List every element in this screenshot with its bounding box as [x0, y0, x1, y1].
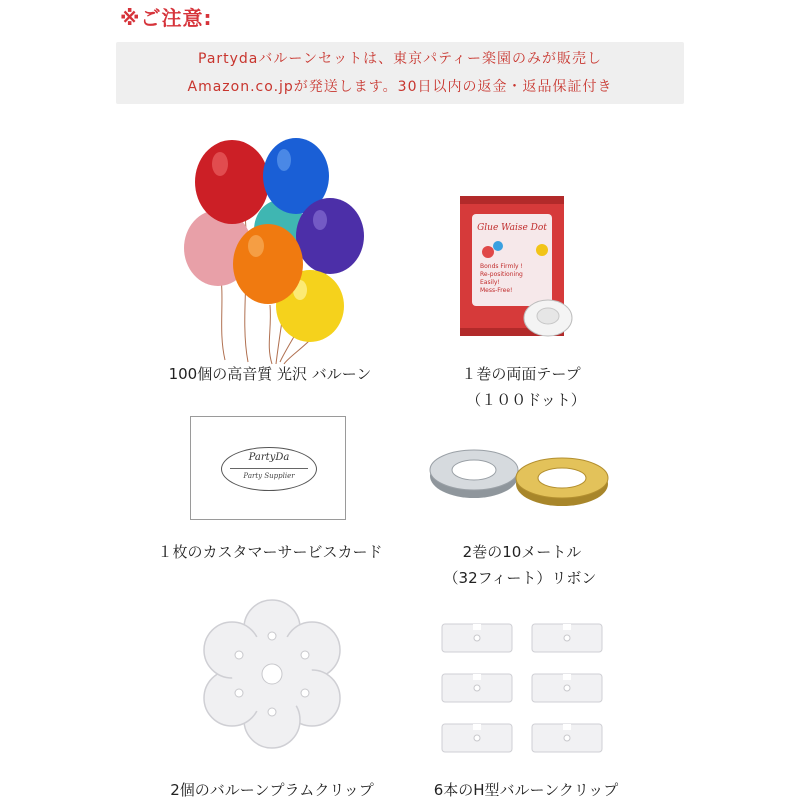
glue-dots-package-title: Glue Waise Dot: [477, 223, 547, 233]
glue-dots-package-text-3: Easily!: [480, 279, 500, 286]
glue-dots-package-text-2: Re-positioning: [480, 271, 523, 278]
ribbon-caption-2: （32フィート）リボン: [443, 569, 597, 587]
glue-dots-package-image: [458, 192, 578, 342]
glue-dots-package-text-1: Bonds Firmly !: [480, 263, 523, 270]
balloons-image: [180, 130, 370, 370]
glue-dots-caption-2: （１００ドット）: [466, 391, 586, 409]
card-caption: １枚のカスタマーサービスカード: [157, 543, 383, 561]
ribbon-rolls-image: [426, 446, 612, 510]
customer-service-card-image: [190, 416, 346, 520]
card-brand-text: PartyDa: [248, 452, 290, 463]
plum-clip-caption: 2個のバルーンプラムクリップ: [170, 781, 374, 799]
notice-line-2: Amazon.co.jpが発送します。30日以内の返金・返品保証付き: [187, 79, 613, 95]
card-logo-ellipse: [221, 447, 317, 491]
ribbon-caption-1: 2巻の10メートル: [462, 543, 582, 561]
h-clips-image: [440, 620, 606, 758]
card-divider: [230, 468, 308, 469]
balloons-caption: 100個の高音質 光沢 バルーン: [168, 365, 372, 383]
notice-box: [116, 42, 684, 104]
glue-dots-caption-1: １巻の両面テープ: [461, 365, 581, 383]
notice-title: ※ご注意:: [120, 6, 213, 30]
card-sub-text: Party Supplier: [243, 472, 295, 480]
balloon-plum-clip-image: [192, 594, 352, 754]
h-clip-caption: 6本のH型バルーンクリップ: [433, 781, 619, 799]
notice-line-1: Partydaバルーンセットは、東京パティー楽園のみが販売し: [198, 51, 602, 67]
glue-dots-package-text-4: Mess-Free!: [480, 287, 513, 294]
